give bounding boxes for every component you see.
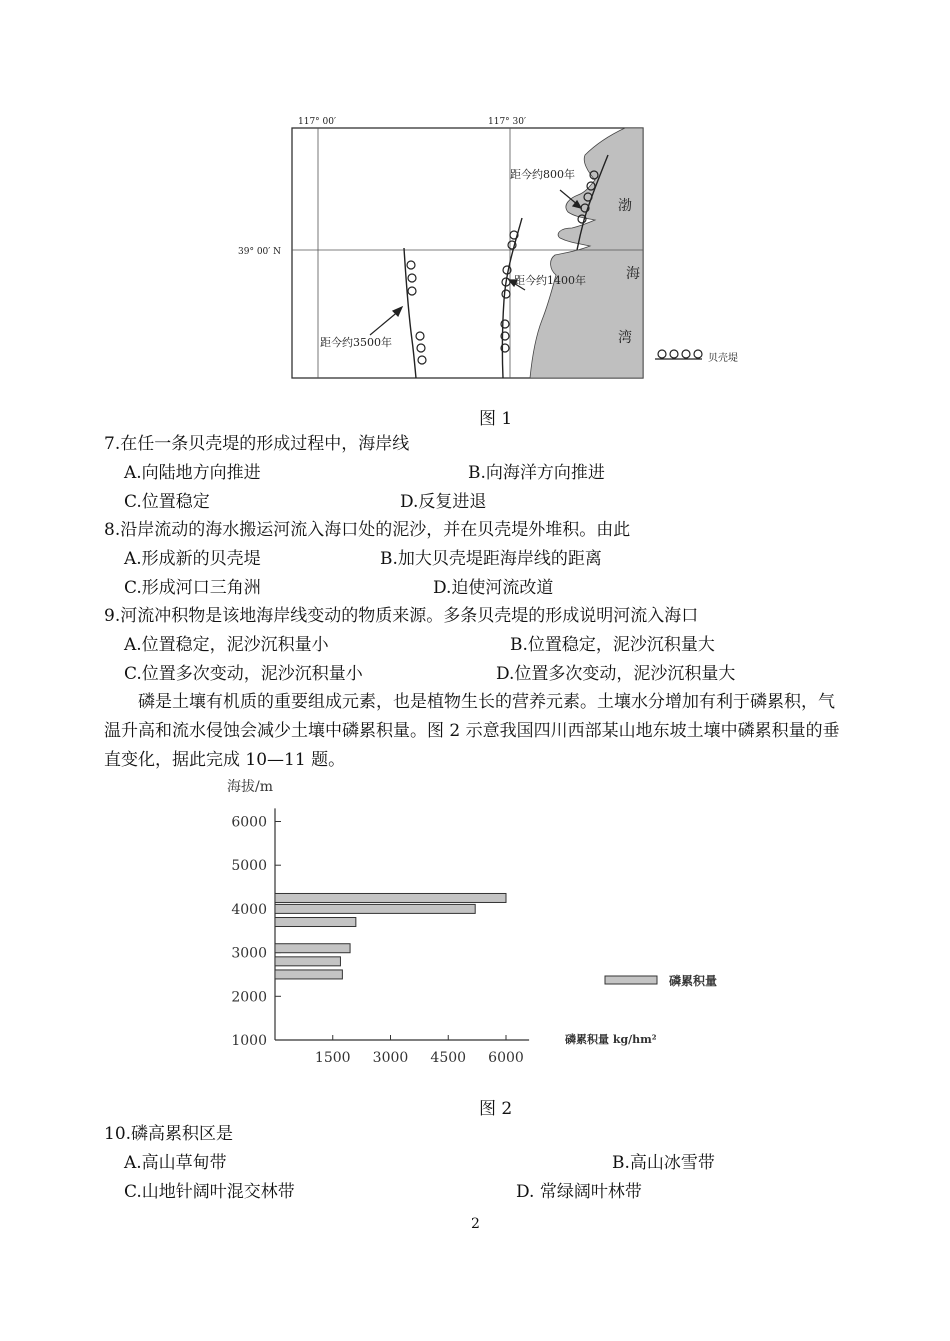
q8-option-a: A.形成新的贝壳堤 bbox=[124, 549, 261, 569]
x-tick-label: 1500 bbox=[314, 1050, 351, 1066]
x-tick-label: 3000 bbox=[372, 1050, 409, 1066]
y-tick-label: 4000 bbox=[231, 901, 267, 918]
bar bbox=[275, 918, 356, 927]
lon-117-30-label: 117° 30′ bbox=[488, 117, 527, 127]
figure1-caption: 图 1 bbox=[479, 409, 513, 429]
figure1-map bbox=[230, 110, 760, 390]
q9-option-a: A.位置稳定，泥沙沉积量小 bbox=[124, 635, 329, 655]
q8-option-d: D.迫使河流改道 bbox=[433, 578, 554, 598]
q10-option-b: B.高山冰雪带 bbox=[612, 1153, 715, 1173]
x-axis-label: 磷累积量 kg/hm² bbox=[565, 1033, 657, 1046]
x-tick-label: 4500 bbox=[430, 1050, 467, 1066]
label-800: 距今约800年 bbox=[510, 168, 575, 181]
y-tick-label: 2000 bbox=[231, 989, 267, 1006]
q8-option-b: B.加大贝壳堤距海岸线的距离 bbox=[380, 549, 602, 569]
passage: 磷是土壤有机质的重要组成元素，也是植物生长的营养元素。土壤水分增加有利于磷累积，气温升高和流水侵蚀会减少土壤中磷累积量。图 2 示意我国四川西部某山地东坡土壤中磷累积量的垂直变化，据此完成 10—11 题。 bbox=[104, 692, 840, 770]
y-tick-label: 3000 bbox=[231, 945, 267, 962]
page-number: 2 bbox=[471, 1216, 480, 1232]
q9-option-d: D.位置多次变动，泥沙沉积量大 bbox=[496, 664, 736, 684]
sea-label-2: 海 bbox=[626, 266, 640, 282]
bar bbox=[275, 970, 342, 979]
sea-label-1: 渤 bbox=[618, 198, 632, 214]
figure2-chart bbox=[215, 775, 735, 1070]
lat-39-00-label: 39° 00′ N bbox=[238, 247, 282, 257]
legend-shell-icon bbox=[655, 350, 702, 359]
bar bbox=[275, 893, 506, 902]
lon-117-00-label: 117° 00′ bbox=[298, 117, 337, 127]
bar bbox=[275, 904, 475, 913]
q7-stem: 7.在任一条贝壳堤的形成过程中，海岸线 bbox=[104, 434, 410, 454]
q10-option-a: A.高山草甸带 bbox=[124, 1153, 227, 1173]
figure2-caption: 图 2 bbox=[479, 1099, 513, 1119]
y-axis-label: 海拔/m bbox=[227, 779, 273, 795]
x-tick-label: 6000 bbox=[488, 1050, 524, 1066]
legend-swatch bbox=[605, 976, 657, 984]
q7-option-a: A.向陆地方向推进 bbox=[124, 463, 261, 483]
q7-option-d: D.反复进退 bbox=[400, 492, 487, 512]
legend-label: 磷累积量 bbox=[669, 974, 718, 988]
q10-option-c: C.山地针阔叶混交林带 bbox=[124, 1182, 295, 1202]
y-tick-label: 5000 bbox=[231, 858, 267, 875]
y-tick-label: 6000 bbox=[231, 814, 267, 831]
sea-label-3: 湾 bbox=[618, 330, 632, 346]
label-3500: 距今约3500年 bbox=[320, 336, 392, 349]
q8-stem: 8.沿岸流动的海水搬运河流入海口处的泥沙，并在贝壳堤外堆积。由此 bbox=[104, 520, 631, 540]
q10-stem: 10.磷高累积区是 bbox=[104, 1124, 234, 1144]
q10-option-d: D. 常绿阔叶林带 bbox=[516, 1182, 642, 1202]
q9-stem: 9.河流冲积物是该地海岸线变动的物质来源。多条贝壳堤的形成说明河流入海口 bbox=[104, 606, 699, 626]
q9-option-c: C.位置多次变动，泥沙沉积量小 bbox=[124, 664, 363, 684]
bar bbox=[275, 957, 340, 966]
q8-option-c: C.形成河口三角洲 bbox=[124, 578, 261, 598]
legend-label: 贝壳堤 bbox=[708, 353, 738, 364]
bar bbox=[275, 944, 350, 953]
label-1400: 距今约1400年 bbox=[514, 274, 586, 287]
q7-option-b: B.向海洋方向推进 bbox=[468, 463, 605, 483]
q7-option-c: C.位置稳定 bbox=[124, 492, 210, 512]
q9-option-b: B.位置稳定，泥沙沉积量大 bbox=[510, 635, 715, 655]
y-tick-label: 1000 bbox=[231, 1033, 267, 1049]
